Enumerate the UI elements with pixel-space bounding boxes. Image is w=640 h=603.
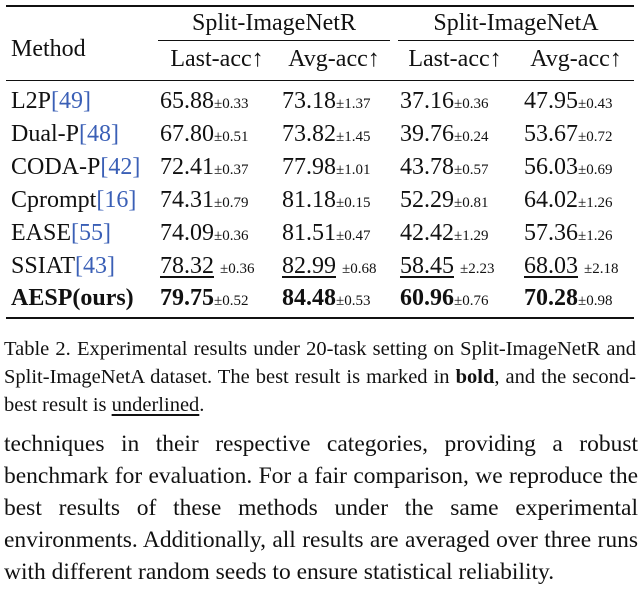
result-cell: 77.98±1.01 [282, 154, 371, 180]
result-cell: 37.16±0.36 [400, 88, 489, 114]
citation-link[interactable]: [42] [100, 154, 141, 180]
result-cell: 81.18±0.15 [282, 187, 371, 213]
method-name: L2P[49] [11, 88, 91, 114]
method-name: AESP(ours) [11, 285, 134, 311]
result-cell: 43.78±0.57 [400, 154, 489, 180]
table-header-rule [6, 80, 634, 81]
result-cell: 78.32 ±0.36 [160, 253, 255, 279]
result-cell: 42.42±1.29 [400, 220, 489, 246]
table-caption: Table 2. Experimental results under 20-task setting on Split-ImageNetR and Split-ImageNetA dataset. The best result is marked in bold, and the second-best result is underlined. [4, 338, 636, 416]
result-cell: 53.67±0.72 [524, 121, 613, 147]
result-cell: 84.48±0.53 [282, 285, 371, 311]
result-cell: 73.18±1.37 [282, 88, 371, 114]
caption-bold-word: bold [455, 366, 495, 388]
method-name: CODA-P[42] [11, 154, 141, 180]
table-bottom-rule [6, 317, 634, 319]
result-cell: 70.28±0.98 [524, 285, 613, 311]
citation-link[interactable]: [43] [75, 253, 116, 279]
caption-underlined-word: underlined [111, 394, 200, 416]
method-name: SSIAT[43] [11, 253, 116, 279]
result-cell: 64.02±1.26 [524, 187, 613, 213]
method-name: Dual-P[48] [11, 121, 119, 147]
result-cell: 81.51±0.47 [282, 220, 371, 246]
group-header-imageneta: Split-ImageNetA [433, 10, 599, 36]
body-paragraph: techniques in their respective categories, providing a robust benchmark for evaluation. For a fair comparison, we reproduce the best results of these methods under the same experimental environments. Additionally, all results are averaged over three runs with different random seeds to ensure statistical reliability. [4, 431, 638, 585]
method-header: Method [11, 36, 86, 62]
result-cell: 39.76±0.24 [400, 121, 489, 147]
citation-link[interactable]: [49] [51, 88, 91, 114]
result-cell: 60.96±0.76 [400, 285, 489, 311]
subheader-avg-acc-r: Avg-acc↑ [288, 46, 380, 72]
result-cell: 82.99 ±0.68 [282, 253, 377, 279]
result-cell: 74.09±0.36 [160, 220, 249, 246]
group-rule-imageneta [398, 40, 634, 41]
result-cell: 47.95±0.43 [524, 88, 613, 114]
result-cell: 57.36±1.26 [524, 220, 613, 246]
citation-link[interactable]: [48] [79, 121, 119, 147]
subheader-avg-acc-a: Avg-acc↑ [530, 46, 622, 72]
citation-link[interactable]: [55] [71, 220, 111, 246]
result-cell: 67.80±0.51 [160, 121, 249, 147]
result-cell: 79.75±0.52 [160, 285, 249, 311]
result-cell: 72.41±0.37 [160, 154, 249, 180]
group-header-imagenetr: Split-ImageNetR [192, 10, 356, 36]
table-top-rule [6, 5, 634, 7]
result-cell: 68.03 ±2.18 [524, 253, 619, 279]
subheader-last-acc-a: Last-acc↑ [408, 46, 502, 72]
citation-link[interactable]: [16] [96, 187, 137, 213]
subheader-last-acc-r: Last-acc↑ [170, 46, 264, 72]
result-cell: 74.31±0.79 [160, 187, 249, 213]
result-cell: 52.29±0.81 [400, 187, 489, 213]
result-cell: 73.82±1.45 [282, 121, 371, 147]
method-name: EASE[55] [11, 220, 111, 246]
group-rule-imagenetr [158, 40, 390, 41]
method-name: Cprompt[16] [11, 187, 137, 213]
result-cell: 65.88±0.33 [160, 88, 249, 114]
result-cell: 56.03±0.69 [524, 154, 613, 180]
result-cell: 58.45 ±2.23 [400, 253, 495, 279]
